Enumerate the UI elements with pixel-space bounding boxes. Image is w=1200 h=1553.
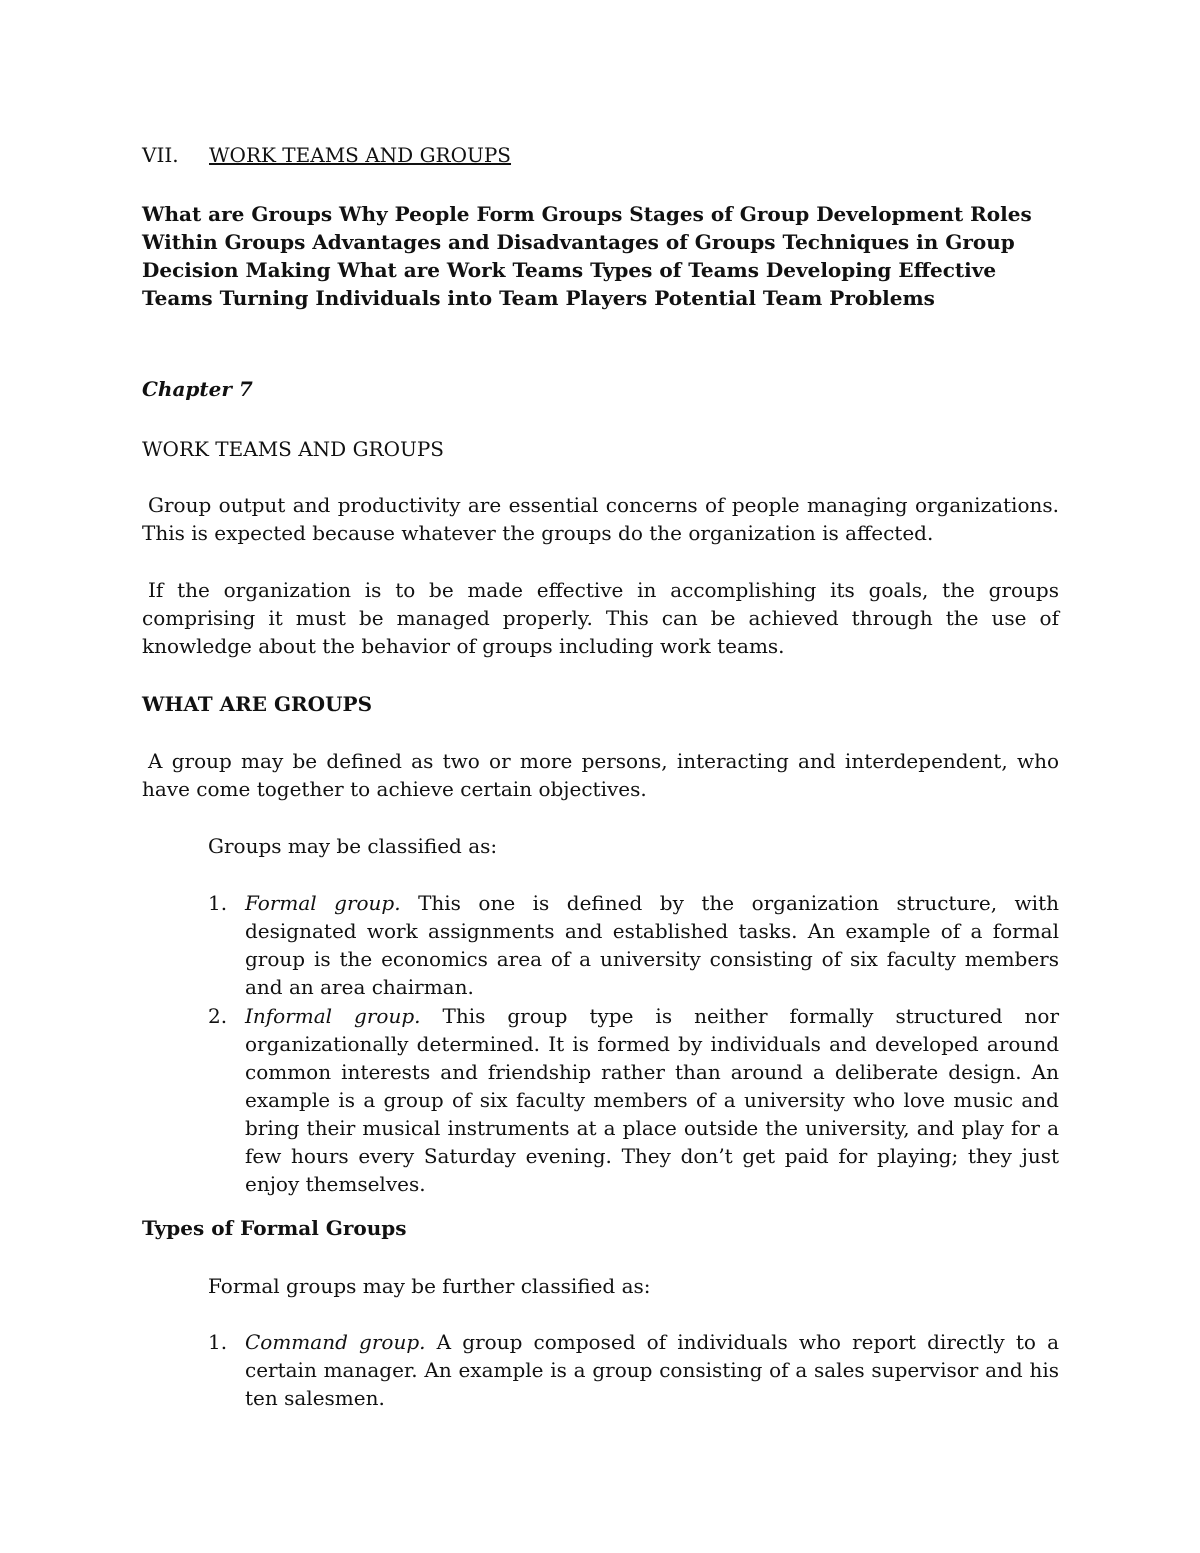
intro-paragraph-2: If the organization is to be made effective in accomplishing its goals, the groups comprising it must be managed properly. This can be achieved through the use of knowledge about the behavior of groups including work teams. [142,578,1059,658]
list-item-number: 2. [208,1004,228,1028]
list-item-term: Informal group. [245,1004,421,1028]
list-item-text [245,1002,1059,1198]
types-formal-intro: Formal groups may be further classified as: [208,1274,651,1298]
list-item-body: This group type is neither formally structured nor organizationally determined. It is formed by individuals and developed around common interests and friendship rather than around a deliberate design. An example is a group of six faculty members of a university who love music and bring their musical instruments at a place outside the university, and play for a few hours every Saturday evening. They don’t get paid for playing; they just enjoy themselves. [245,1004,1060,1196]
chapter-title: WORK TEAMS AND GROUPS [142,437,445,461]
section-title: WORK TEAMS AND GROUPS [209,143,512,167]
list-item-number: 1. [208,1330,228,1354]
list-item-command-group [208,1328,1059,1412]
list-item-term: Formal group. [245,891,401,915]
list-item-body: A group composed of individuals who report directly to a certain manager. An example is a group consisting of a sales supervisor and his ten salesmen. [245,1330,1059,1410]
list-item-formal-group [208,889,1059,1001]
list-item-term: Command group. [245,1330,426,1354]
list-item-number: 1. [208,891,228,915]
chapter-label: Chapter 7 [142,377,253,401]
list-item-text [245,889,1059,1001]
section-heading [142,141,1059,169]
list-item-body: This one is defined by the organization structure, with designated work assignments and established tasks. An example of a formal group is the economics area of a university consisting of six faculty members and an area chairman. [245,891,1059,999]
what-are-groups-heading: WHAT ARE GROUPS [142,692,373,716]
topics-list: What are Groups Why People Form Groups Stages of Group Development Roles Within Groups Advantages and Disadvantages of Groups Techniques in Group Decision Making What are Work Teams Types of Teams Developing Effective Teams Turning Individuals into Team Players Potential Team Problems [142,202,1032,310]
section-number: VII. [142,143,179,167]
intro-paragraph-1: Group output and productivity are essential concerns of people managing organizations. This is expected because whatever the groups do the organization is affected. [142,493,1059,545]
list-item-text [245,1328,1059,1412]
types-formal-heading: Types of Formal Groups [142,1216,407,1240]
group-definition: A group may be defined as two or more persons, interacting and interdependent, who have come together to achieve certain objectives. [142,749,1059,801]
groups-classified-intro: Groups may be classified as: [208,834,498,858]
list-item-informal-group [208,1002,1059,1198]
